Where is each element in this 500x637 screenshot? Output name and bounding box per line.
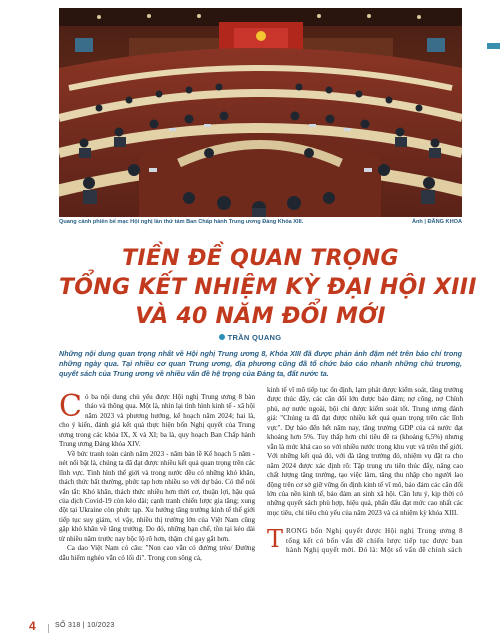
page-footer (0, 620, 500, 637)
photo-credit: Ảnh | ĐĂNG KHOA (411, 219, 462, 225)
photo-caption-row (59, 219, 462, 231)
hero-photo (59, 8, 462, 217)
page-edge-accent (487, 43, 500, 49)
column-right (267, 386, 463, 556)
body-paragraph (267, 527, 463, 555)
body-paragraph (59, 389, 255, 450)
page-number: 4 (29, 619, 36, 633)
footer-divider (48, 624, 49, 633)
drop-cap: C (59, 389, 82, 424)
article-title (59, 244, 477, 331)
title-line-3: VÀ 40 NĂM ĐỔI MỚI (135, 304, 386, 329)
issue-info: SỐ 318 | 10/2023 (55, 622, 115, 629)
paragraph-text: ó ba nội dung chủ yếu được Hội nghị Trung ương 8 bàn thảo và thông qua. Một là, nhìn lại tình hình kinh tế - xã hội năm 2023 và phương hướng, kế hoạch năm 2024; hai là, cho ý kiến, đánh giá kết quả thực hiện bốn Nghị quyết của Trung ương trong các khóa IX, X và XI; ba là, quy hoạch Ban Chấp hành Trung ương Đảng khóa XIV. (59, 393, 255, 449)
body-paragraph: Ca dao Việt Nam có câu: "Non cao vẫn có đường trèo/ Đường dẫu hiểm nghèo vẫn có lối đi". Trong con sông cả, (59, 544, 255, 562)
body-paragraph: Về bức tranh toàn cảnh năm 2023 - năm bản lề Kế hoạch 5 năm - nét nổi bật là, chúng ta đã đạt được nhiều kết quả quan trọng trên các lĩnh vực. Tình hình thế giới và trong nước đều có những khó khăn, thách thức bất thường, phức tạp hơn nhiều so với dự báo. Có thể nói vắn tắt: Khó khăn, thách thức nhiều hơn thời cơ, thuận lợi, hậu quả của dịch Covid-19 còn kéo dài; cạnh tranh chiến lược gia tăng; xung đột tại Ukraine còn phức tạp. Xu hướng tăng trưởng kinh tế thế giới tiếp tục suy giảm, vì vậy, nhiều thị trường lớn của Việt Nam cũng gặp khó khăn về tăng trưởng. Do đó, những hạn chế, tồn tại kéo dài từ nhiều năm trước nay bộc lộ rõ hơn, thậm chí gay gắt hơn. (59, 449, 255, 543)
byline-dot-icon (219, 334, 225, 340)
paragraph-text: RONG bốn Nghị quyết được Hội nghị Trung ương 8 tổng kết có bốn vấn đề chiến lược tiếp tục được ban hành Nghị quyết mới. Đó là: Một số vấn đề chính sách (286, 527, 463, 555)
column-left (59, 389, 255, 563)
title-line-1: TIỀN ĐỀ QUAN TRỌNG (122, 246, 399, 271)
body-paragraph: kinh tế vĩ mô tiếp tục ổn định, lạm phát được kiểm soát, tăng trưởng được thúc đẩy, các cân đối lớn được bảo đảm; nợ công, nợ Chính phủ, nợ nước ngoài, bội chi được kiểm soát tốt. Trung ương đánh giá: "Chúng ta đã đạt được nhiều kết quả quan trọng trên các lĩnh vực". Dự báo đến hết năm nay, tăng trưởng GDP của cả nước đạt khoảng hơn 5%. Tuy thấp hơn chỉ tiêu đề ra (khoảng 6,5%) nhưng vẫn là mức khá cao so với nhiều nước trong khu vực và trên thế giới. Với những kết quả đó, với đà tăng trưởng đó, nhiệm vụ đặt ra cho năm 2024 được xác định rõ: Tập trung ưu tiên thúc đẩy, nâng cao chất lượng tăng trưởng, tạo việc làm, tăng thu nhập cho người lao động trên cơ sở giữ vững ổn định kinh tế vĩ mô, bảo đảm các cân đối lớn của nền kinh tế, bảo đảm an sinh xã hội. Cần lưu ý, kịp thời có những quyết sách phù hợp, hiệu quả, phấn đấu đạt mức cao nhất các mục tiêu, chỉ tiêu chủ yếu của năm 2023 và cả nhiệm kỳ khóa XIII. (267, 386, 463, 517)
drop-cap: T (267, 525, 284, 554)
author-name: TRẦN QUANG (227, 333, 282, 342)
title-line-2: TỔNG KẾT NHIỆM KỲ ĐẠI HỘI XIII (59, 275, 477, 300)
photo-caption: Quang cảnh phiên bế mạc Hội nghị lần thứ tám Ban Chấp hành Trung ương Đảng Khóa XIII. (59, 219, 304, 225)
lead-paragraph: Những nội dung quan trọng nhất về Hội nghị Trung ương 8, Khóa XIII đã được phản ánh đậm nét trên báo chí trong những ngày qua. Tại nhiều cơ quan Trung ương, địa phương cũng đã tổ chức báo cáo nhanh những chủ trương, quyết sách của Trung ương về nhiều vấn đề hệ trọng của Đảng ta, đất nước ta. (59, 349, 462, 378)
byline (0, 333, 500, 342)
